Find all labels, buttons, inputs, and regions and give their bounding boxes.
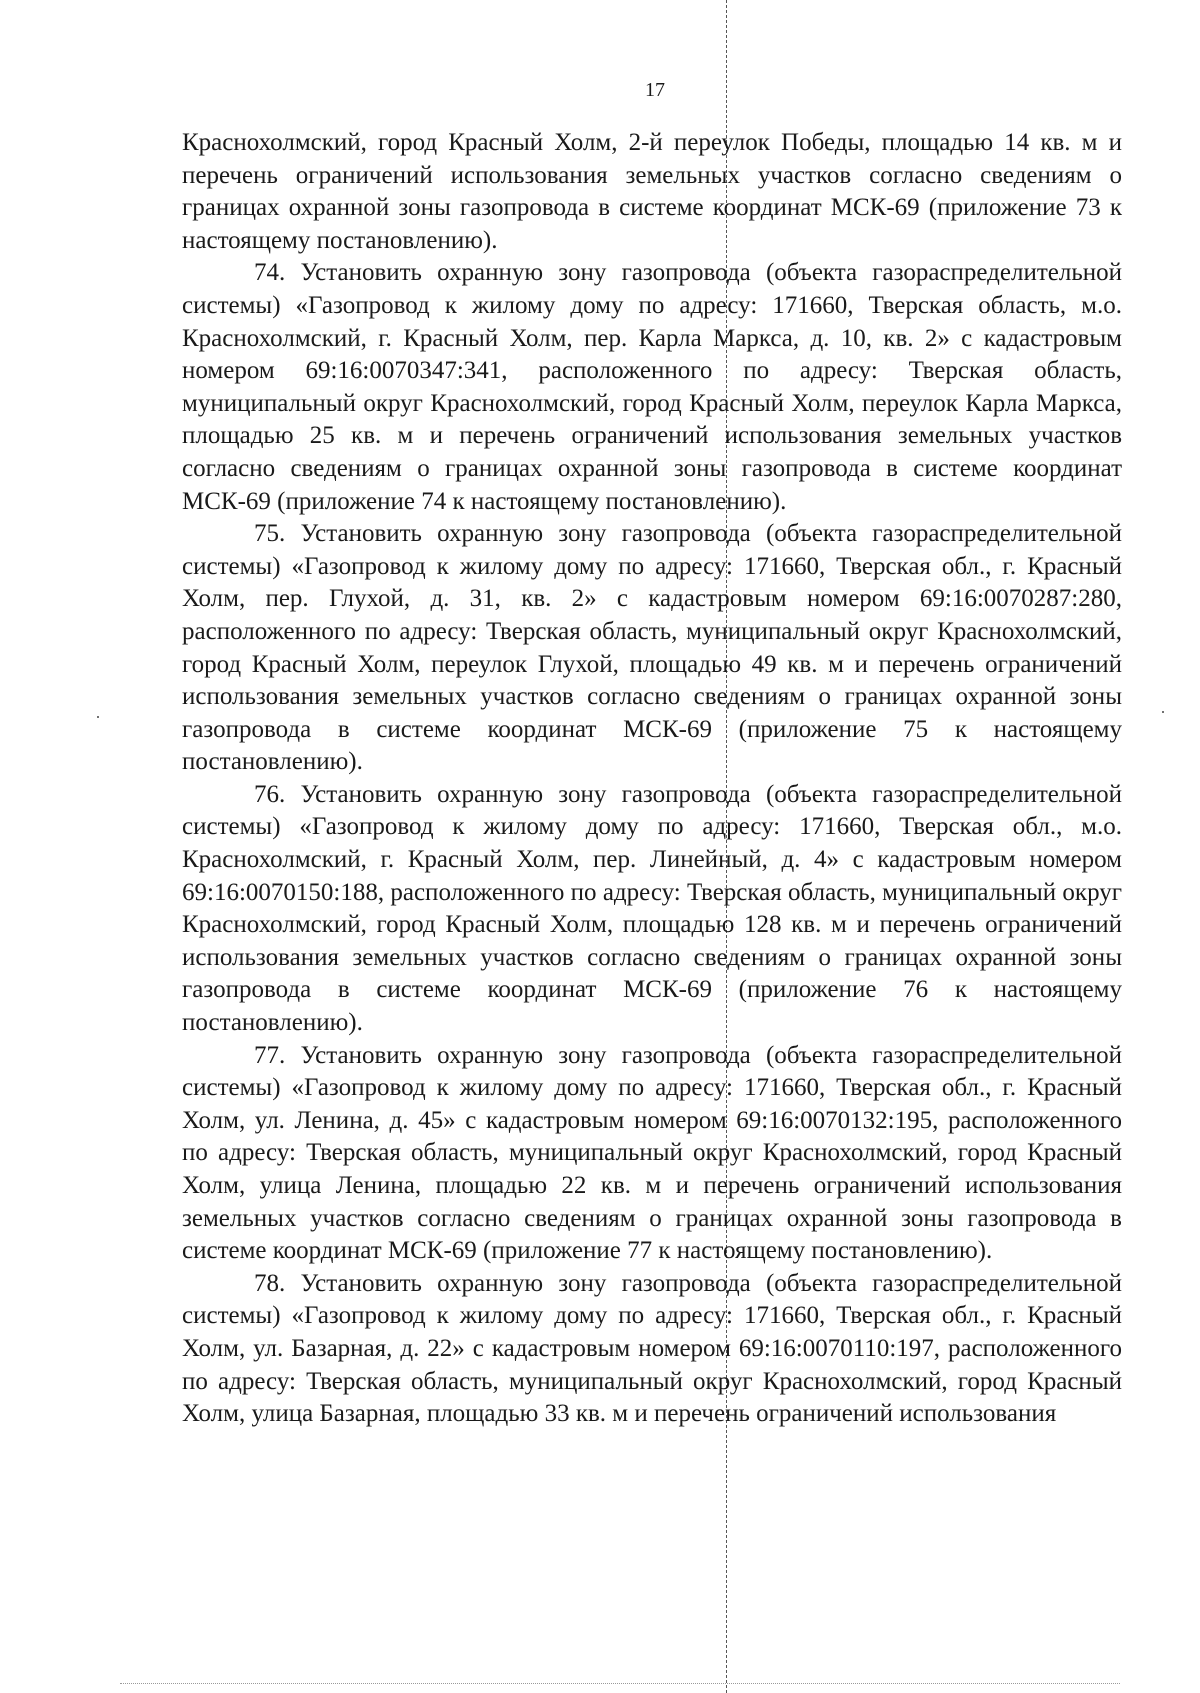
- paragraph-item-78: 78. Установить охранную зону газопровода (объекта газораспределительной системы) «Газопровод к жилому дому по адресу: 171660, Тверская обл., г. Красный Холм, ул. Базарная, д. 22» с кадастровым номером 69:16:0070110:197, расположенного по адресу: Тверская область, муниципальный округ Краснохолмский, город Красный Холм, улица Базарная, площадью 33 кв. м и перечень ограничений использования: [182, 1269, 1122, 1428]
- scan-speck: [97, 716, 99, 718]
- document-body: [182, 127, 1122, 1431]
- scan-bottom-edge: [120, 1683, 1120, 1684]
- paragraph-item-76: 76. Установить охранную зону газопровода (объекта газораспределительной системы) «Газопровод к жилому дому по адресу: 171660, Тверская обл., м.о. Краснохолмский, г. Красный Холм, пер. Линейный, д. 4» с кадастровым номером 69:16:0070150:188, расположенного по адресу: Тверская область, муниципальный округ Краснохолмский, город Красный Холм, площадью 128 кв. м и перечень ограничений использования земельных участков согласно сведениям о границах охранной зоны газопровода в системе координат МСК-69 (приложение 76 к настоящему постановлению).: [182, 780, 1122, 1037]
- page-number: 17: [645, 79, 665, 101]
- paragraph-item-75: 75. Установить охранную зону газопровода (объекта газораспределительной системы) «Газопровод к жилому дому по адресу: 171660, Тверская обл., г. Красный Холм, пер. Глухой, д. 31, кв. 2» с кадастровым номером 69:16:0070287:280, расположенного по адресу: Тверская область, муниципальный округ Краснохолмский, город Красный Холм, переулок Глухой, площадью 49 кв. м и перечень ограничений использования земельных участков согласно сведениям о границах охранной зоны газопровода в системе координат МСК-69 (приложение 75 к настоящему постановлению).: [182, 520, 1122, 776]
- paragraph-item-74: 74. Установить охранную зону газопровода (объекта газораспределительной системы) «Газопровод к жилому дому по адресу: 171660, Тверская область, м.о. Краснохолмский, г. Красный Холм, пер. Карла Маркса, д. 10, кв. 2» с кадастровым номером 69:16:0070347:341, расположенного по адресу: Тверская область, муниципальный округ Краснохолмский, город Красный Холм, переулок Карла Маркса, площадью 25 кв. м и перечень ограничений использования земельных участков согласно сведениям о границах охранной зоны газопровода в системе координат МСК-69 (приложение 74 к настоящему постановлению).: [182, 259, 1122, 515]
- scan-speck: [1162, 711, 1164, 713]
- paragraph-item-77: 77. Установить охранную зону газопровода (объекта газораспределительной системы) «Газопровод к жилому дому по адресу: 171660, Тверская обл., г. Красный Холм, ул. Ленина, д. 45» с кадастровым номером 69:16:0070132:195, расположенного по адресу: Тверская область, муниципальный округ Краснохолмский, город Красный Холм, улица Ленина, площадью 22 кв. м и перечень ограничений использования земельных участков согласно сведениям о границах охранной зоны газопровода в системе координат МСК-69 (приложение 77 к настоящему постановлению).: [182, 1041, 1122, 1265]
- paragraph-continuation: Краснохолмский, город Красный Холм, 2-й переулок Победы, площадью 14 кв. м и перечень ограничений использования земельных участков согласно сведениям о границах охранной зоны газопровода в системе координат МСК-69 (приложение 73 к настоящему постановлению).: [182, 129, 1122, 254]
